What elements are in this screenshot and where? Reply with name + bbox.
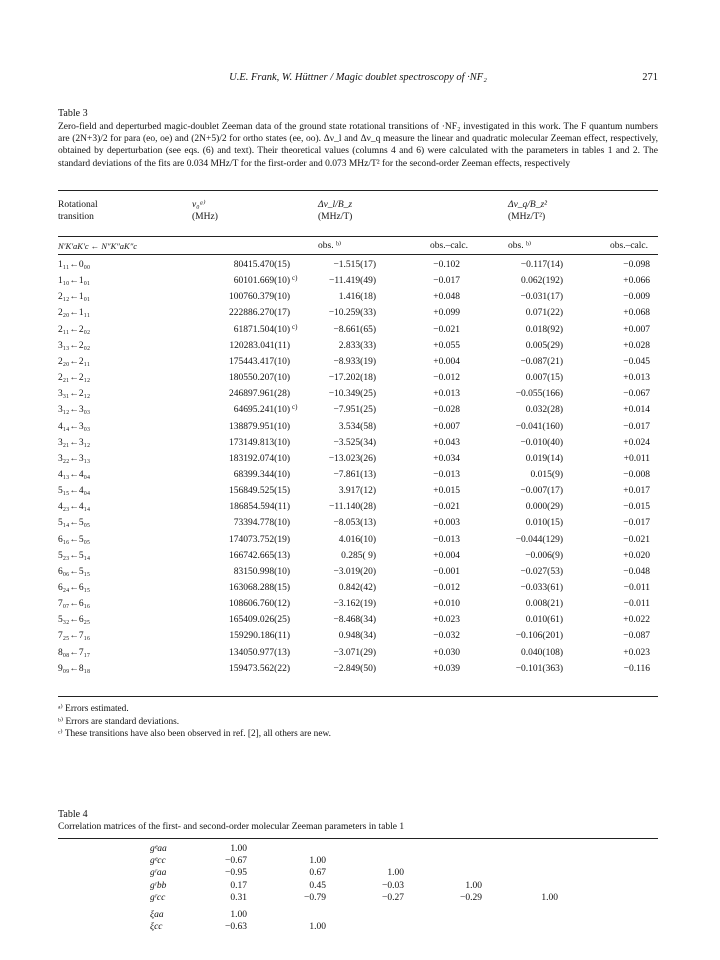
linear-obs-cell: −11.419(49) bbox=[329, 276, 376, 287]
running-title: U.E. Frank, W. Hüttner / Magic doublet spectroscopy of ·NF₂ bbox=[229, 72, 487, 83]
transition-cell: 3₂₁←3₁₂ bbox=[58, 437, 91, 448]
footnote-marker: c) bbox=[292, 403, 298, 412]
col-transition-2: transition bbox=[58, 212, 94, 222]
table3-header-rule bbox=[58, 236, 658, 237]
quadratic-calc-cell: −0.017 bbox=[623, 518, 650, 529]
linear-obs-cell: −8.933(19) bbox=[333, 356, 376, 367]
frequency-cell: 68399.344(10) bbox=[233, 469, 290, 480]
linear-obs-cell: 3.534(58) bbox=[338, 421, 376, 432]
sub-calc-quadratic: obs.–calc. bbox=[610, 241, 648, 251]
frequency-cell: 222886.270(17) bbox=[229, 308, 290, 319]
frequency-cell: 138879.951(10) bbox=[229, 421, 290, 432]
quadratic-calc-cell: −0.067 bbox=[623, 389, 650, 400]
quadratic-obs-cell: −0.033(61) bbox=[520, 583, 563, 593]
correlation-value: 0.17 bbox=[230, 880, 247, 891]
correlation-value: −0.79 bbox=[304, 892, 326, 903]
frequency-cell: 183192.074(10) bbox=[229, 453, 290, 464]
linear-calc-cell: +0.023 bbox=[433, 615, 460, 626]
frequency-cell: 166742.665(13) bbox=[229, 550, 290, 561]
linear-calc-cell: −0.021 bbox=[433, 324, 460, 335]
frequency-cell: 163068.288(15) bbox=[229, 583, 290, 593]
matrix-parameter-symbol: gʳaa bbox=[150, 868, 167, 879]
transition-cell: 2₁₂←1₀₁ bbox=[58, 292, 91, 303]
quadratic-calc-cell: +0.014 bbox=[623, 405, 650, 416]
sub-obs-linear: obs. ᵇ⁾ bbox=[318, 241, 342, 251]
quadratic-calc-cell: −0.098 bbox=[623, 260, 650, 270]
quadratic-calc-cell: −0.021 bbox=[623, 534, 650, 545]
linear-calc-cell: +0.007 bbox=[433, 421, 460, 432]
correlation-value: 1.00 bbox=[230, 844, 247, 854]
col-nu0-unit: (MHz) bbox=[192, 212, 218, 222]
quadratic-calc-cell: −0.017 bbox=[623, 421, 650, 432]
quadratic-calc-cell: +0.007 bbox=[623, 324, 650, 335]
linear-obs-cell: −3.162(19) bbox=[333, 599, 376, 610]
quadratic-calc-cell: +0.011 bbox=[623, 453, 650, 464]
linear-obs-cell: −10.259(33) bbox=[328, 308, 376, 319]
quadratic-calc-cell: −0.045 bbox=[623, 356, 650, 367]
linear-obs-cell: 3.917(12) bbox=[338, 486, 376, 497]
sub-obs-quadratic: obs. ᵇ⁾ bbox=[508, 241, 532, 251]
linear-calc-cell: +0.003 bbox=[433, 518, 460, 529]
table4-top-rule bbox=[58, 838, 658, 839]
correlation-value: −0.67 bbox=[225, 856, 247, 867]
quadratic-obs-cell: 0.000(29) bbox=[525, 502, 563, 513]
quadratic-obs-cell: −0.087(21) bbox=[520, 356, 563, 367]
frequency-cell: 165409.026(25) bbox=[229, 615, 290, 626]
table3-subheader-rule bbox=[58, 254, 658, 255]
transition-cell: 3₁₂←3₀₃ bbox=[58, 405, 91, 416]
footnote-marker: c) bbox=[292, 322, 298, 331]
quadratic-obs-cell: 0.008(21) bbox=[525, 599, 563, 610]
linear-obs-cell: −8.468(34) bbox=[333, 615, 376, 626]
quadratic-obs-cell: −0.106(201) bbox=[515, 631, 563, 642]
frequency-cell: 73394.778(10) bbox=[233, 518, 290, 529]
correlation-value: 1.00 bbox=[309, 856, 326, 867]
linear-calc-cell: +0.004 bbox=[433, 356, 460, 367]
quadratic-obs-cell: −0.006(9) bbox=[525, 550, 563, 561]
transition-cell: 3₁₃←2₀₂ bbox=[58, 340, 91, 351]
quadratic-obs-cell: −0.027(53) bbox=[520, 566, 563, 577]
footnote-c: ᶜ⁾ These transitions have also been observed in ref. [2], all others are new. bbox=[58, 729, 331, 739]
linear-calc-cell: −0.013 bbox=[433, 469, 460, 480]
quadratic-obs-cell: 0.019(14) bbox=[525, 453, 563, 464]
linear-obs-cell: 0.842(42) bbox=[338, 583, 376, 593]
linear-obs-cell: −10.349(25) bbox=[328, 389, 376, 400]
transition-cell: 8₀₈←7₁₇ bbox=[58, 647, 91, 658]
linear-obs-cell: −8.661(65) bbox=[333, 324, 376, 335]
linear-calc-cell: +0.010 bbox=[433, 599, 460, 610]
quadratic-calc-cell: −0.009 bbox=[623, 292, 650, 303]
frequency-cell: 174073.752(19) bbox=[229, 534, 290, 545]
linear-calc-cell: −0.013 bbox=[433, 534, 460, 545]
frequency-cell: 173149.813(10) bbox=[229, 437, 290, 448]
footnote-a: ᵃ⁾ Errors estimated. bbox=[58, 704, 129, 714]
transition-cell: 5₃₂←6₂₅ bbox=[58, 615, 91, 626]
quadratic-calc-cell: +0.023 bbox=[623, 647, 650, 658]
frequency-cell: 175443.417(10) bbox=[229, 356, 290, 367]
quadratic-obs-cell: 0.062(192) bbox=[521, 276, 563, 287]
frequency-cell: 180550.207(10) bbox=[229, 373, 290, 384]
transition-cell: 4₁₃←4₀₄ bbox=[58, 469, 91, 480]
linear-calc-cell: +0.013 bbox=[433, 389, 460, 400]
correlation-value: 0.31 bbox=[230, 892, 247, 903]
quadratic-calc-cell: −0.015 bbox=[623, 502, 650, 513]
footnote-marker: c) bbox=[292, 274, 298, 283]
frequency-cell: 83150.998(10) bbox=[233, 566, 290, 577]
correlation-value: 1.00 bbox=[230, 910, 247, 920]
linear-calc-cell: +0.048 bbox=[433, 292, 460, 303]
quadratic-obs-cell: −0.031(17) bbox=[520, 292, 563, 303]
matrix-parameter-symbol: ξaa bbox=[150, 910, 164, 920]
matrix-parameter-symbol: gᵉaa bbox=[150, 844, 167, 854]
quadratic-calc-cell: +0.017 bbox=[623, 486, 650, 497]
linear-calc-cell: +0.055 bbox=[433, 340, 460, 351]
linear-obs-cell: 1.416(18) bbox=[338, 292, 376, 303]
transition-cell: 2₂₁←2₁₂ bbox=[58, 373, 91, 384]
correlation-value: −0.95 bbox=[225, 868, 247, 879]
frequency-cell: 159290.186(11) bbox=[229, 631, 290, 642]
col-linear-unit: (MHz/T) bbox=[318, 212, 353, 222]
table4-label: Table 4 bbox=[58, 809, 88, 820]
quadratic-obs-cell: −0.044(129) bbox=[515, 534, 563, 545]
table3-top-rule bbox=[58, 190, 658, 191]
col-transition-1: Rotational bbox=[58, 200, 98, 210]
transition-cell: 1₁₀←1₀₁ bbox=[58, 276, 91, 287]
transition-cell: 2₁₁←2₀₂ bbox=[58, 324, 91, 335]
transition-cell: 7₀₇←6₁₆ bbox=[58, 599, 91, 610]
correlation-value: 1.00 bbox=[387, 868, 404, 879]
linear-obs-cell: −8.053(13) bbox=[333, 518, 376, 529]
matrix-parameter-symbol: ξcc bbox=[150, 922, 163, 933]
frequency-cell: 100760.379(10) bbox=[229, 292, 290, 303]
quadratic-obs-cell: 0.010(15) bbox=[525, 518, 563, 529]
transition-cell: 2₂₀←1₁₁ bbox=[58, 308, 91, 319]
transition-cell: 4₂₃←4₁₄ bbox=[58, 502, 91, 513]
quadratic-obs-cell: −0.010(40) bbox=[520, 437, 563, 448]
transition-cell: 3₂₂←3₁₃ bbox=[58, 453, 91, 464]
quadratic-calc-cell: −0.048 bbox=[623, 566, 650, 577]
quadratic-obs-cell: 0.010(61) bbox=[525, 615, 563, 626]
correlation-value: −0.63 bbox=[225, 922, 247, 933]
linear-obs-cell: −3.071(29) bbox=[333, 647, 376, 658]
quadratic-calc-cell: +0.066 bbox=[623, 276, 650, 287]
quadratic-obs-cell: −0.007(17) bbox=[520, 486, 563, 497]
transition-cell: 5₁₄←5₀₅ bbox=[58, 518, 91, 529]
quadratic-obs-cell: 0.040(108) bbox=[521, 647, 563, 658]
table3-bottom-rule bbox=[58, 696, 658, 697]
quadratic-calc-cell: −0.087 bbox=[623, 631, 650, 642]
quadratic-obs-cell: −0.041(160) bbox=[515, 421, 563, 432]
linear-obs-cell: −3.525(34) bbox=[333, 437, 376, 448]
frequency-cell: 186854.594(11) bbox=[229, 502, 290, 513]
linear-calc-cell: +0.015 bbox=[433, 486, 460, 497]
linear-obs-cell: 0.948(34) bbox=[338, 631, 376, 642]
transition-cell: 5₁₅←4₀₄ bbox=[58, 486, 91, 497]
frequency-cell: 120283.041(11) bbox=[229, 340, 290, 351]
linear-obs-cell: −2.849(50) bbox=[333, 663, 376, 674]
linear-calc-cell: +0.034 bbox=[433, 453, 460, 464]
transition-cell: 3₃₁←2₁₂ bbox=[58, 389, 91, 400]
linear-obs-cell: 4.016(10) bbox=[338, 534, 376, 545]
correlation-value: −0.03 bbox=[382, 880, 404, 891]
matrix-parameter-symbol: gʳbb bbox=[150, 880, 167, 891]
linear-calc-cell: −0.021 bbox=[433, 502, 460, 513]
quadratic-obs-cell: −0.055(166) bbox=[515, 389, 563, 400]
quadratic-calc-cell: +0.028 bbox=[623, 340, 650, 351]
quadratic-obs-cell: −0.101(363) bbox=[515, 663, 563, 674]
linear-calc-cell: +0.099 bbox=[433, 308, 460, 319]
linear-obs-cell: −7.951(25) bbox=[333, 405, 376, 416]
quadratic-calc-cell: −0.011 bbox=[623, 583, 650, 593]
matrix-parameter-symbol: gᵉcc bbox=[150, 856, 166, 867]
frequency-cell: 80415.470(15) bbox=[233, 260, 290, 270]
running-header bbox=[58, 72, 658, 86]
quadratic-obs-cell: 0.005(29) bbox=[525, 340, 563, 351]
linear-calc-cell: −0.012 bbox=[433, 583, 460, 593]
quadratic-calc-cell: +0.020 bbox=[623, 550, 650, 561]
transition-cell: 5₂₃←5₁₄ bbox=[58, 550, 91, 561]
matrix-parameter-symbol: gʳcc bbox=[150, 892, 166, 903]
transition-cell: 6₀₆←5₁₅ bbox=[58, 566, 91, 577]
quadratic-calc-cell: −0.008 bbox=[623, 469, 650, 480]
quadratic-calc-cell: +0.024 bbox=[623, 437, 650, 448]
quadratic-obs-cell: 0.015(9) bbox=[530, 469, 563, 480]
quadratic-calc-cell: −0.011 bbox=[623, 599, 650, 610]
quadratic-obs-cell: 0.032(28) bbox=[525, 405, 563, 416]
linear-calc-cell: −0.017 bbox=[433, 276, 460, 287]
linear-calc-cell: +0.043 bbox=[433, 437, 460, 448]
frequency-cell: 159473.562(22) bbox=[229, 663, 290, 674]
sub-transition: N′K′aK′c ← N″K″aK″c bbox=[58, 241, 138, 251]
linear-obs-cell: 0.285( 9) bbox=[341, 550, 376, 561]
frequency-cell: 156849.525(15) bbox=[229, 486, 290, 497]
correlation-value: −0.27 bbox=[382, 892, 404, 903]
footnote-b: ᵇ⁾ Errors are standard deviations. bbox=[58, 716, 180, 727]
linear-obs-cell: −7.861(13) bbox=[333, 469, 376, 480]
linear-calc-cell: +0.030 bbox=[433, 647, 460, 658]
linear-obs-cell: −11.140(28) bbox=[329, 502, 376, 513]
linear-obs-cell: −13.023(26) bbox=[328, 453, 376, 464]
col-nu0: ν₀ᵃ⁾ bbox=[192, 200, 206, 210]
correlation-value: 1.00 bbox=[541, 892, 558, 903]
col-quadratic: Δν_q/B_z² bbox=[508, 200, 548, 210]
sub-calc-linear: obs.–calc. bbox=[430, 241, 468, 251]
linear-obs-cell: 2.833(33) bbox=[338, 340, 376, 351]
transition-cell: 6₁₆←5₀₅ bbox=[58, 534, 91, 545]
table4-caption: Correlation matrices of the first- and second-order molecular Zeeman parameters in table 1 bbox=[58, 822, 405, 832]
linear-calc-cell: −0.102 bbox=[433, 260, 460, 270]
transition-cell: 2₂₀←2₁₁ bbox=[58, 356, 91, 367]
correlation-value: 0.45 bbox=[309, 880, 326, 891]
correlation-value: −0.29 bbox=[460, 892, 482, 903]
quadratic-calc-cell: +0.013 bbox=[623, 373, 650, 384]
linear-calc-cell: −0.012 bbox=[433, 373, 460, 384]
table3-footnotes bbox=[58, 703, 331, 741]
linear-obs-cell: −17.202(18) bbox=[328, 373, 376, 384]
table3-caption: Zero-field and deperturbed magic-doublet Zeeman data of the ground state rotational transitions of ·NF₂ investigated in this work. The F quantum numbers are (2N+3)/2 for para (eo, oe) and (2N+5)/2 for ortho states (ee, oo). Δν_l and Δν_q measure the linear and quadratic molecular Zeeman effect, respectively, obtained by deperturbation (see eqs. (6) and text). Their theoretical values (columns 4 and 6) were calculated with the parameters in tables 1 and 2. The standard deviations of the fits are 0.034 MHz/T for the first-order and 0.073 MHz/T² for the second-order Zeeman effects, respectively bbox=[58, 122, 658, 169]
frequency-cell: 108606.760(12) bbox=[229, 599, 290, 610]
correlation-value: 0.67 bbox=[309, 868, 326, 879]
transition-cell: 6₂₄←6₁₅ bbox=[58, 583, 91, 593]
linear-calc-cell: −0.032 bbox=[433, 631, 460, 642]
frequency-cell: 61871.504(10) bbox=[233, 324, 290, 335]
correlation-value: 1.00 bbox=[309, 922, 326, 933]
quadratic-calc-cell: +0.022 bbox=[623, 615, 650, 626]
col-linear: Δν_l/B_z bbox=[318, 200, 353, 210]
quadratic-obs-cell: 0.018(92) bbox=[525, 324, 563, 335]
quadratic-calc-cell: −0.116 bbox=[623, 663, 650, 674]
quadratic-obs-cell: 0.007(15) bbox=[525, 373, 563, 384]
linear-calc-cell: −0.001 bbox=[433, 566, 460, 577]
correlation-value: 1.00 bbox=[465, 880, 482, 891]
col-quadratic-unit: (MHz/T²) bbox=[508, 212, 546, 222]
quadratic-calc-cell: +0.068 bbox=[623, 308, 650, 319]
linear-calc-cell: −0.028 bbox=[433, 405, 460, 416]
transition-cell: 4₁₄←3₀₃ bbox=[58, 421, 91, 432]
linear-obs-cell: −3.019(20) bbox=[333, 566, 376, 577]
frequency-cell: 134050.977(13) bbox=[229, 647, 290, 658]
linear-calc-cell: +0.039 bbox=[433, 663, 460, 674]
quadratic-obs-cell: −0.117(14) bbox=[520, 260, 563, 270]
frequency-cell: 246897.961(28) bbox=[229, 389, 290, 400]
linear-calc-cell: +0.004 bbox=[433, 550, 460, 561]
linear-obs-cell: −1.515(17) bbox=[333, 260, 376, 270]
table3-label: Table 3 bbox=[58, 108, 88, 119]
transition-cell: 7₂₅←7₁₆ bbox=[58, 631, 91, 642]
transition-cell: 9₀₉←8₁₈ bbox=[58, 663, 91, 674]
quadratic-obs-cell: 0.071(22) bbox=[525, 308, 563, 319]
frequency-cell: 60101.669(10) bbox=[233, 276, 290, 287]
frequency-cell: 64695.241(10) bbox=[233, 405, 290, 416]
page-number: 271 bbox=[642, 72, 658, 83]
transition-cell: 1₁₁←0₀₀ bbox=[58, 260, 91, 270]
